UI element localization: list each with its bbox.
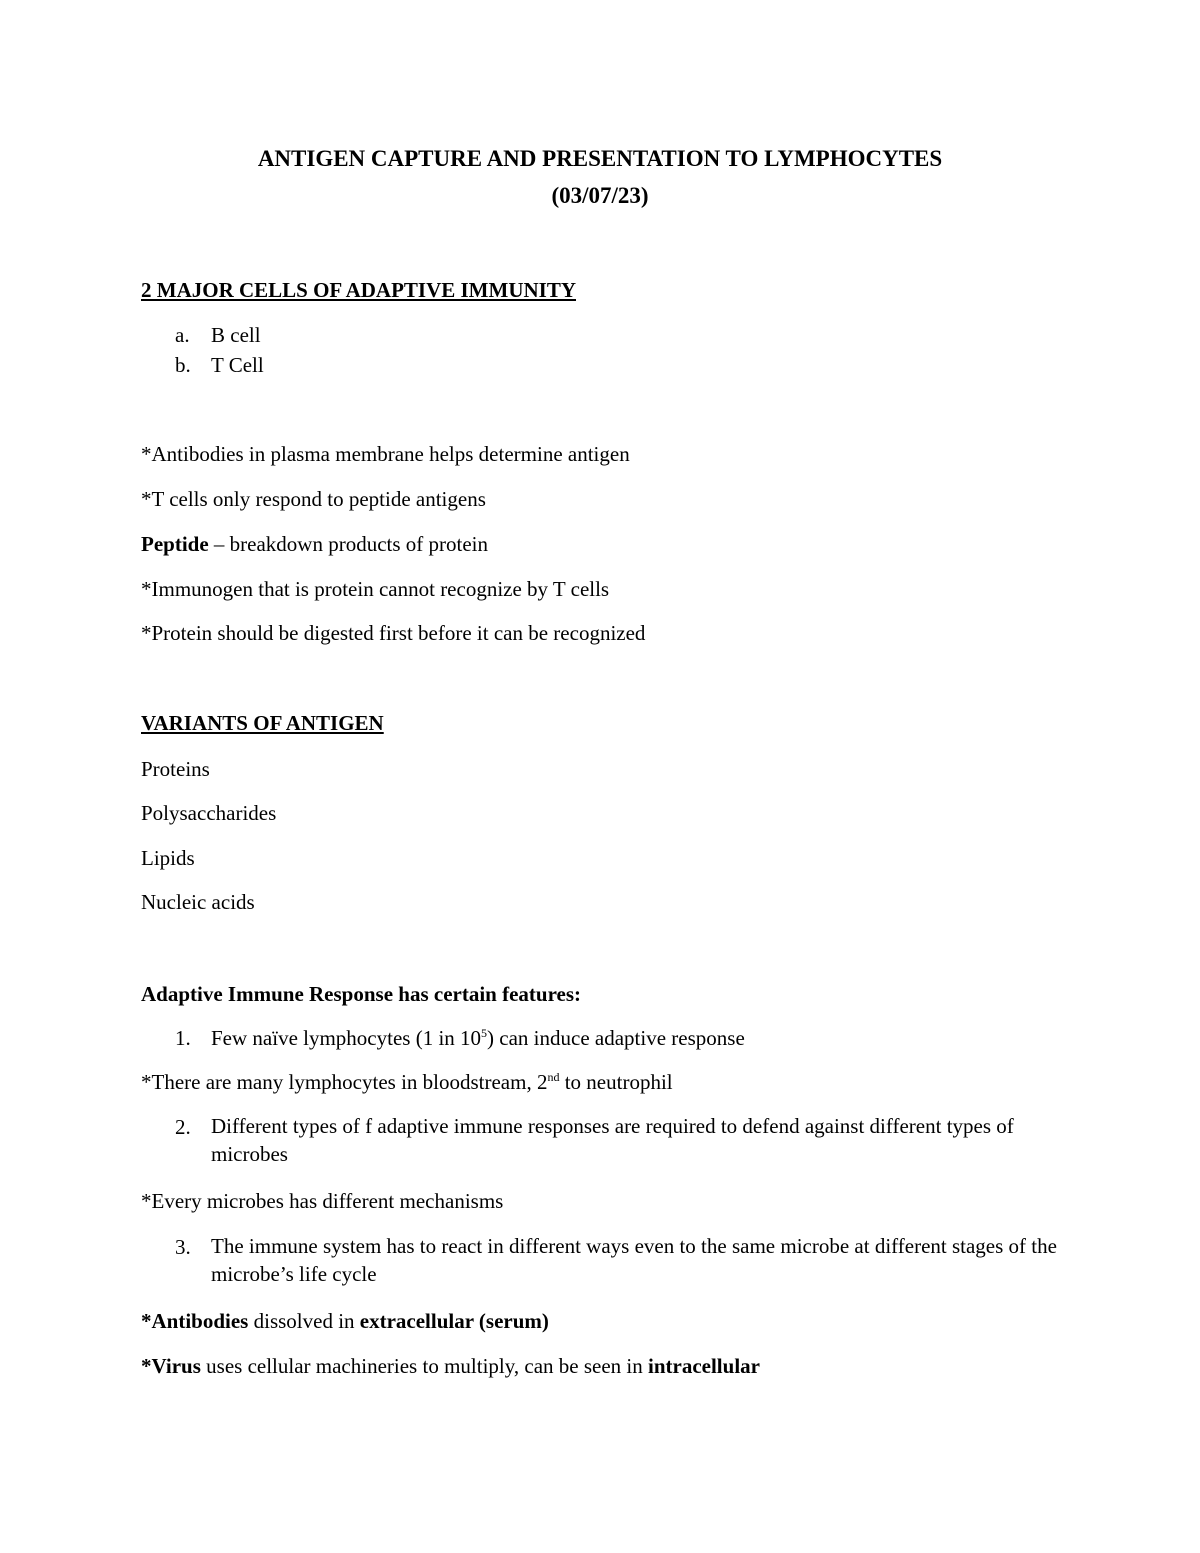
list-item: Different types of f adaptive immune responses are required to defend against different types of microbes	[211, 1114, 1014, 1166]
section-heading-adaptive-features: Adaptive Immune Response has certain features:	[141, 982, 582, 1006]
note-t-cells: *T cells only respond to peptide antigens	[141, 487, 486, 511]
section-heading-major-cells: 2 MAJOR CELLS OF ADAPTIVE IMMUNITY	[141, 278, 576, 302]
list-item-text: Few naïve lymphocytes (1 in 10	[211, 1026, 482, 1050]
list-marker: b.	[175, 353, 191, 377]
note-antibodies-extracellular	[141, 1308, 549, 1334]
list-item-text: ) can induce adaptive response	[487, 1026, 745, 1050]
list-marker: 3.	[175, 1235, 191, 1259]
note-microbes: *Every microbes has different mechanisms	[141, 1189, 504, 1213]
section-heading-variants: VARIANTS OF ANTIGEN	[141, 711, 384, 735]
note-virus-intracellular	[141, 1353, 760, 1379]
note-immunogen: *Immunogen that is protein cannot recognize by T cells	[141, 577, 610, 601]
list-item: T Cell	[211, 353, 264, 377]
bold-term: intracellular	[648, 1354, 760, 1378]
bold-term: *Antibodies	[141, 1309, 249, 1333]
list-item	[211, 1024, 1071, 1052]
list-item: Nucleic acids	[141, 890, 255, 914]
superscript: 5	[481, 1026, 488, 1040]
list-marker: a.	[175, 323, 190, 347]
peptide-term: Peptide	[141, 532, 209, 556]
note-text: dissolved in	[248, 1309, 360, 1333]
peptide-definition	[141, 531, 488, 557]
list-item: Lipids	[141, 846, 195, 870]
list-marker: 1.	[175, 1026, 191, 1050]
note-text: to neutrophil	[559, 1070, 673, 1094]
superscript: nd	[547, 1070, 560, 1084]
note-lymphocytes	[141, 1069, 673, 1095]
bold-term: extracellular (serum)	[359, 1309, 549, 1333]
list-item: Polysaccharides	[141, 801, 277, 825]
bold-term: *Virus	[141, 1354, 201, 1378]
note-antibodies: *Antibodies in plasma membrane helps determine antigen	[141, 442, 630, 466]
list-item: B cell	[211, 323, 261, 347]
peptide-definition-text: – breakdown products of protein	[208, 532, 489, 556]
document-date: (03/07/23)	[551, 183, 649, 208]
list-item: Proteins	[141, 757, 210, 781]
note-protein-digested: *Protein should be digested first before it can be recognized	[141, 621, 646, 645]
list-item: The immune system has to react in different ways even to the same microbe at different stages of the microbe’s life cycle	[211, 1234, 1057, 1286]
note-text: *There are many lymphocytes in bloodstream, 2	[141, 1070, 548, 1094]
list-marker: 2.	[175, 1115, 191, 1139]
document-title: ANTIGEN CAPTURE AND PRESENTATION TO LYMPHOCYTES	[257, 146, 943, 171]
note-text: uses cellular machineries to multiply, can be seen in	[200, 1354, 648, 1378]
